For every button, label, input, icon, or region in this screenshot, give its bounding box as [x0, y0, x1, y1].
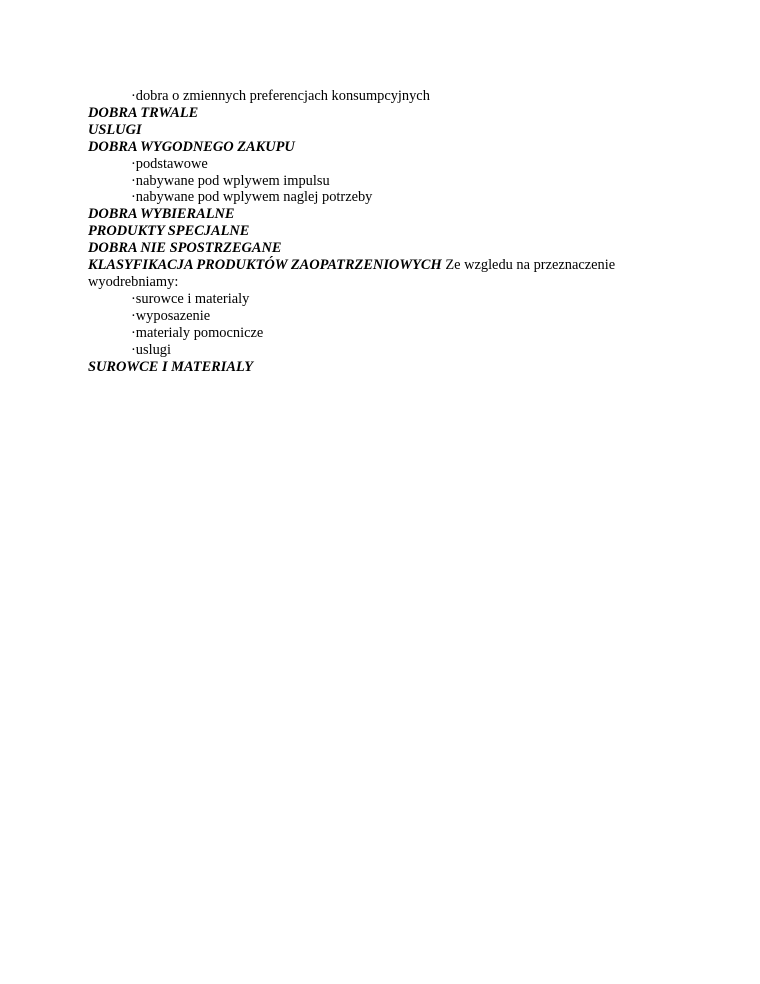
section-paragraph — [88, 206, 678, 223]
section-heading: KLASYFIKACJA PRODUKTÓW ZAOPATRZENIOWYCH — [88, 257, 442, 274]
section-heading: USLUGI — [88, 121, 142, 138]
section-paragraph — [88, 359, 678, 376]
section-heading: DOBRA NIE SPOSTRZEGANE — [88, 240, 282, 257]
section-body: Ze wzgledu na przeznaczenie wyodrebniamy: — [88, 257, 616, 290]
section-heading: DOBRA WYBIERALNE — [88, 206, 235, 223]
bullet-item: ·nabywane pod wplywem naglej potrzeby — [131, 189, 373, 206]
bullet-item: ·podstawowe — [131, 155, 208, 172]
section-paragraph — [88, 223, 678, 240]
bullet-item: ·uslugi — [131, 341, 171, 358]
section-heading: SUROWCE I MATERIALY — [88, 358, 254, 375]
bullet-item: ·dobra o zmiennych preferencjach konsumpcyjnych — [131, 88, 430, 104]
section-paragraph — [88, 122, 678, 139]
bullet-item: ·surowce i materialy — [131, 290, 250, 307]
bullet-item: ·nabywane pod wplywem impulsu — [131, 172, 330, 189]
section-heading: DOBRA WYGODNEGO ZAKUPU — [88, 138, 295, 155]
section-paragraph — [88, 240, 678, 257]
section-paragraph — [88, 257, 678, 291]
section-heading: DOBRA TRWALE — [88, 104, 199, 121]
section-paragraph — [88, 105, 678, 122]
section-heading: PRODUKTY SPECJALNE — [88, 223, 250, 240]
bullet-item: ·wyposazenie — [131, 307, 211, 324]
section-paragraph — [88, 139, 678, 156]
bullet-item: ·materialy pomocnicze — [131, 324, 264, 341]
document-page — [88, 88, 678, 375]
